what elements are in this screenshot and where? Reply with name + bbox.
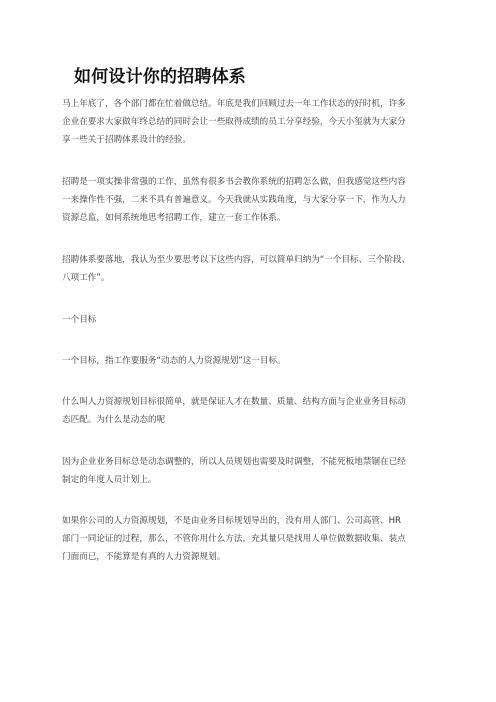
text-line: 企业在要求大家做年终总结的同时会让一些取得成绩的员工分享经验，今天小玺就为大家分 <box>62 117 406 127</box>
text-line: 一个目标，指工作要服务“动态的人力资源规划”这一目标。 <box>62 356 286 366</box>
text-line: 马上年底了，各个部门都在忙着做总结。年底是我们回顾过去一年工作状态的好时机，许多 <box>62 99 406 109</box>
text-line: 什么叫人力资源规划目标很简单，就是保证人才在数量、质量、结构方面与企业业务目标动 <box>62 397 406 407</box>
page-title: 如何设计你的招聘体系 <box>74 67 246 87</box>
text-line: 一来操作性不强，二来不具有普遍意义。今天我就从实践角度，与大家分享一下，作为人力 <box>62 195 406 205</box>
paragraph-hr-planning-process <box>62 512 434 566</box>
text-line: 部门一同论证的过程，那么，不管你用什么方法，充其量只是找用人单位做数据收集、装点 <box>62 534 406 544</box>
text-line: 八项工作”。 <box>62 273 110 283</box>
text-line: 制定的年度人员计划上。 <box>62 475 157 485</box>
paragraph-goal-definition <box>62 352 434 370</box>
text-line: 招聘是一项实操非常强的工作，虽然有很多书会教你系统的招聘怎么做，但我感觉这些内容 <box>62 177 406 187</box>
paragraph-recruiting-practice <box>62 173 434 227</box>
paragraph-system-summary <box>62 251 434 287</box>
text-line: 资源总监，如何系统地思考招聘工作，建立一套工作体系。 <box>62 213 286 223</box>
text-line: 招聘体系要落地，我认为至少要思考以下这些内容，可以简单归纳为“一个目标、三个阶段、 <box>62 255 411 265</box>
text-line: 一个目标 <box>62 315 97 325</box>
section-heading-one-goal <box>62 311 434 329</box>
text-line: 门面而已，不能算是有真的人力资源规划。 <box>62 552 226 562</box>
text-line: 如果你公司的人力资源规划，不是由业务目标规划导出的，没有用人部门、公司高管、HR <box>62 516 401 526</box>
paragraph-hr-planning-goal <box>62 393 434 429</box>
paragraph-dynamic-adjustment <box>62 453 434 489</box>
text-line: 因为企业业务目标总是动态调整的，所以人员规划也需要及时调整，不能死板地禁锢在已经 <box>62 457 406 467</box>
text-line: 态匹配。为什么是动态的呢 <box>62 415 166 425</box>
text-line: 享一些关于招聘体系设计的经验。 <box>62 135 191 145</box>
paragraph-intro <box>62 95 434 149</box>
